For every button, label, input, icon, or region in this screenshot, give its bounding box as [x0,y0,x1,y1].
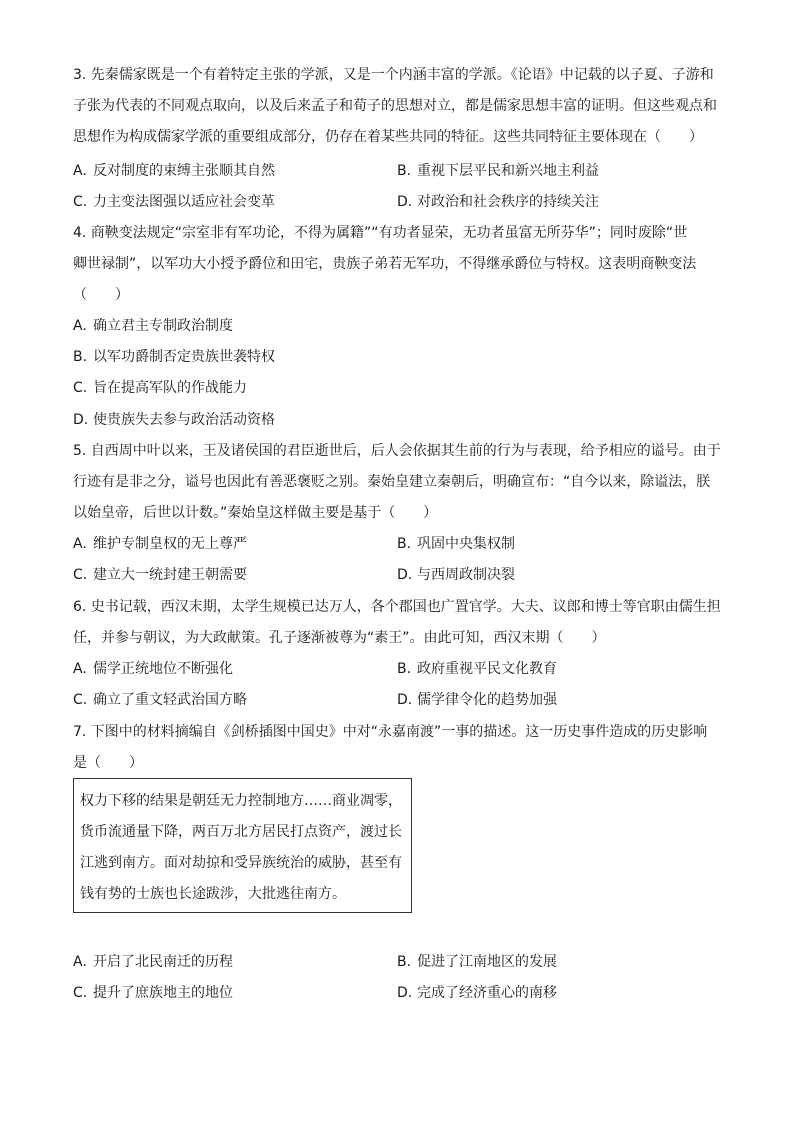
option-label: D. [397,194,413,210]
question-5-stem-line-1: 5. 自西周中叶以来，王及诸侯国的君臣逝世后，后人会依据其生前的行为与表现，给予相应的谥号。由于 [73,443,721,459]
option-label: A. [73,954,87,970]
option-label: C. [73,194,88,210]
option-label: C. [73,985,88,1001]
question-7-option-c [73,983,233,1003]
option-text: 巩固中央集权制 [417,536,515,552]
question-4-stem-line-3: （ ） [73,287,129,303]
option-label: D. [397,985,413,1001]
question-5-option-c [73,565,247,585]
option-text: 建立大一统封建王朝需要 [93,567,247,583]
option-text: 使贵族失去参与政治活动资格 [93,412,275,428]
question-6-option-d [397,690,557,710]
option-label: D. [397,692,413,708]
option-text: 提升了庶族地主的地位 [93,985,233,1001]
question-4-option-c [73,378,247,398]
option-text: 确立君主专制政治制度 [93,318,233,334]
option-text: 儒学律令化的趋势加强 [417,692,557,708]
option-text: 反对制度的束缚主张顺其自然 [93,163,275,179]
question-3-stem-line-1: 3. 先秦儒家既是一个有着特定主张的学派，又是一个内涵丰富的学派。《论语》中记载的以子夏、子游和 [73,67,714,83]
option-text: 确立了重文轻武治国方略 [93,692,247,708]
question-7-option-b [397,952,557,972]
option-label: B. [397,954,412,970]
question-5-stem-line-2: 行迹有是非之分，谥号也因此有善恶褒贬之别。秦始皇建立秦朝后，明确宣布：“自今以来，除谥法，朕 [73,474,711,490]
question-6-stem-line-1: 6. 史书记载，西汉末期，太学生规模已达万人，各个郡国也广置官学。大夫、议郎和博士等官职由儒生担 [73,599,721,615]
question-5-option-d [397,565,515,585]
question-4-option-b [73,347,275,367]
question-4-stem-line-2: 卿世禄制”，以军功大小授予爵位和田宅，贵族子弟若无军功，不得继承爵位与特权。这表明商鞅变法 [73,256,697,272]
option-label: A. [73,661,87,677]
question-3-option-b [397,161,599,181]
option-text: 旨在提高军队的作战能力 [93,380,247,396]
option-label: B. [397,163,412,179]
option-label: C. [73,380,88,396]
question-7-stem-line-1: 7. 下图中的材料摘编自《剑桥插图中国史》中对“永嘉南渡”一事的描述。这一历史事件造成的历史影响 [73,724,708,740]
option-label: A. [73,163,87,179]
question-7-material-box [73,778,412,913]
question-3-option-c [73,192,275,212]
option-text: 与西周政制决裂 [417,567,515,583]
question-5-option-a [73,534,247,554]
question-7-stem-line-2: 是（ ） [73,755,143,771]
question-4-option-d [73,410,275,430]
option-text: 以军功爵制否定贵族世袭特权 [93,349,275,365]
option-label: A. [73,318,87,334]
question-7-option-d [397,983,557,1003]
option-label: B. [73,349,88,365]
option-text: 重视下层平民和新兴地主利益 [417,163,599,179]
material-line-1: 权力下移的结果是朝廷无力控制地方……商业凋零， [80,793,402,809]
material-line-3: 江逃到南方。面对劫掠和受异族统治的威胁，甚至有 [80,855,402,871]
material-line-2: 货币流通量下降，两百万北方居民打点资产，渡过长 [80,824,402,840]
option-text: 儒学正统地位不断强化 [93,661,233,677]
option-label: D. [397,567,413,583]
option-text: 政府重视平民文化教育 [417,661,557,677]
material-line-4: 钱有势的士族也长途跋涉，大批逃往南方。 [80,886,346,902]
option-label: A. [73,536,87,552]
option-text: 维护专制皇权的无上尊严 [93,536,247,552]
question-3-stem-line-2: 子张为代表的不同观点取向，以及后来孟子和荀子的思想对立，都是儒家思想丰富的证明。但这些观点和 [73,98,717,114]
option-label: D. [73,412,89,428]
question-3-stem-line-3: 思想作为构成儒家学派的重要组成部分，仍存在着某些共同的特征。这些共同特征主要体现在（ ） [73,129,703,145]
option-text: 开启了北民南迁的历程 [93,954,233,970]
question-4-option-a [73,316,233,336]
question-5-stem-line-3: 以始皇帝，后世以计数。”秦始皇这样做主要是基于（ ） [73,505,438,521]
option-label: B. [397,661,412,677]
question-3-option-d [397,192,599,212]
option-text: 力主变法图强以适应社会变革 [93,194,275,210]
question-3-option-a [73,161,275,181]
option-label: B. [397,536,412,552]
option-text: 促进了江南地区的发展 [417,954,557,970]
question-6-option-b [397,659,557,679]
question-7-option-a [73,952,233,972]
question-6-option-a [73,659,233,679]
option-label: C. [73,692,88,708]
option-text: 对政治和社会秩序的持续关注 [417,194,599,210]
question-4-stem-line-1: 4. 商鞅变法规定“宗室非有军功论，不得为属籍”“有功者显荣，无功者虽富无所芬华”；同时废除“世 [73,225,688,241]
option-label: C. [73,567,88,583]
question-5-option-b [397,534,515,554]
question-6-stem-line-2: 任，并参与朝议，为大政献策。孔子逐渐被尊为“素王”。由此可知，西汉末期（ ） [73,630,606,646]
question-6-option-c [73,690,247,710]
option-text: 完成了经济重心的南移 [417,985,557,1001]
